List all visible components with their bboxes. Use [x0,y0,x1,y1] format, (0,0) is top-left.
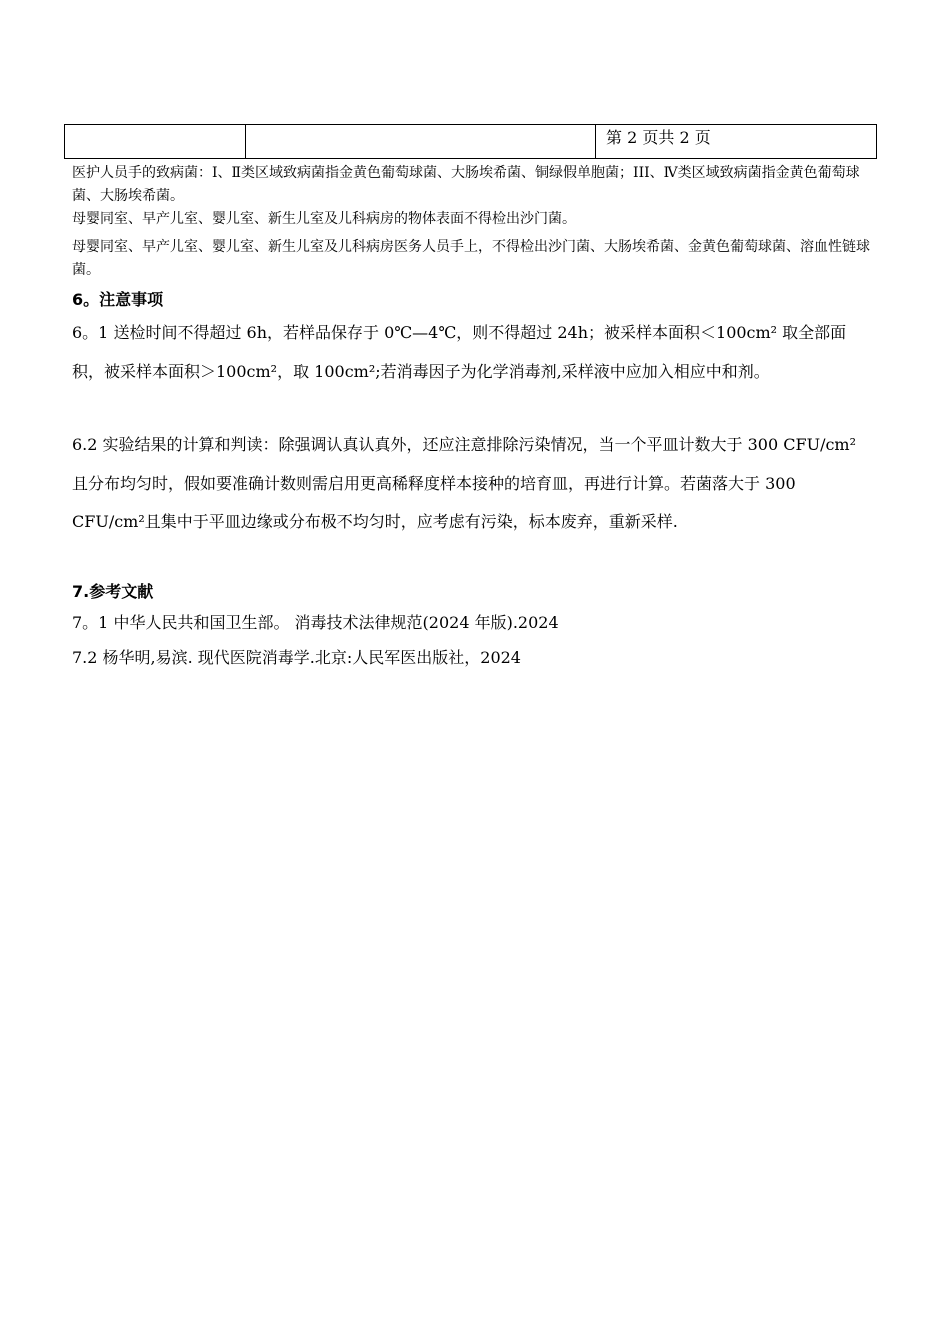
page-number-cell: 第 2 页共 2 页 [596,125,877,159]
reference-1: 7。1 中华人民共和国卫生部。 消毒技术法律规范(2024 年版).2024 [72,613,559,632]
header-cell-blank-2 [246,125,596,159]
header-cell-blank-1 [65,125,246,159]
hands-pathogens-paragraph: 医护人员手的致病菌：Ⅰ、Ⅱ类区域致病菌指金黄色葡萄球菌、大肠埃希菌、铜绿假单胞菌；III、Ⅳ类区域致病菌指金黄色葡萄球菌、大肠埃希菌。 [72,165,860,204]
section-6-item-1: 6。1 送检时间不得超过 6h，若样品保存于 0℃—4℃，则不得超过 24h；被采样本面积＜100cm² 取全部面积，被采样本面积＞100cm²，取 100cm²;若消毒因子为化学消毒剂,采样液中应加入相应中和剂。 [72,323,847,381]
reference-2: 7.2 杨华明,易滨. 现代医院消毒学.北京:人民军医出版社，2024 [72,648,521,667]
section-6-heading: 6。注意事项 [72,290,164,309]
header-table [64,124,877,159]
staff-hands-rule-paragraph: 母婴同室、早产儿室、婴儿室、新生儿室及儿科病房医务人员手上，不得检出沙门菌、大肠埃希菌、金黄色葡萄球菌、溶血性链球菌。 [72,239,870,278]
section-7-heading: 7.参考文献 [72,582,154,601]
header-table-row [65,125,877,159]
section-6-item-2: 6.2 实验结果的计算和判读：除强调认真认真外，还应注意排除污染情况，当一个平皿计数大于 300 CFU/cm²且分布均匀时，假如要准确计数则需启用更高稀释度样本接种的培育皿，再进行计算。若菌落大于 300 CFU/cm²且集中于平皿边缘或分布极不均匀时，应考虑有污染，标本废弃，重新采样. [72,435,857,531]
surface-rule-paragraph: 母婴同室、早产儿室、婴儿室、新生儿室及儿科病房的物体表面不得检出沙门菌。 [72,211,576,227]
